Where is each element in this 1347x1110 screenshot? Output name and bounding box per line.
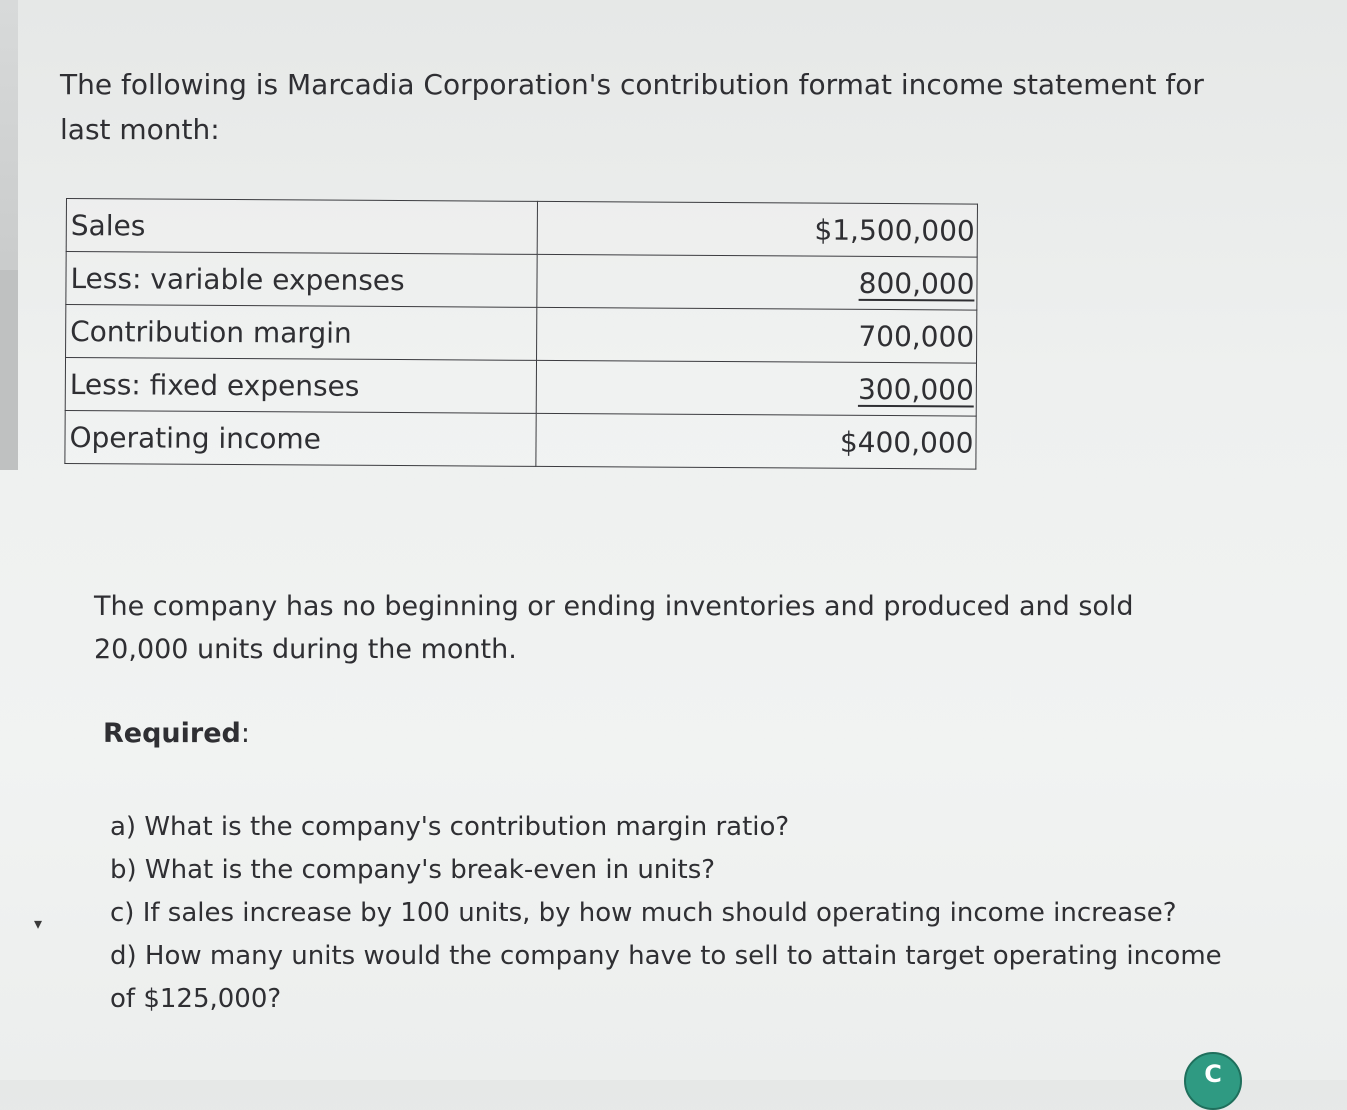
question-c: c) If sales increase by 100 units, by how much should operating income increase? — [110, 898, 1177, 928]
table-row — [65, 410, 976, 469]
table-row — [66, 199, 977, 258]
table-row — [66, 252, 977, 311]
row-label: Sales — [66, 199, 537, 255]
caret-down-icon[interactable]: ▾ — [34, 914, 43, 933]
row-label: Less: fixed expenses — [65, 358, 536, 414]
problem-intro: The following is Marcadia Corporation's contribution format income statement for last month: — [60, 68, 1204, 146]
row-amount: $400,000 — [536, 413, 976, 469]
row-amount: 700,000 — [537, 307, 977, 363]
row-amount: $1,500,000 — [537, 201, 977, 257]
row-amount: 800,000 — [537, 254, 977, 310]
problem-paragraph: The company has no beginning or ending inventories and produced and sold 20,000 units during the month. — [94, 591, 1134, 665]
scrollbar-thumb[interactable] — [0, 270, 18, 470]
question-a: a) What is the company's contribution margin ratio? — [110, 812, 790, 842]
required-heading: Required: — [103, 718, 250, 749]
row-amount: 300,000 — [536, 360, 976, 416]
question-b: b) What is the company's break-even in units? — [110, 855, 716, 885]
row-label: Less: variable expenses — [66, 252, 537, 308]
question-list — [110, 806, 1250, 1021]
table-row — [66, 305, 977, 364]
table-row — [65, 358, 976, 417]
left-panel-edge — [0, 0, 18, 470]
row-label: Operating income — [65, 410, 536, 466]
question-d: d) How many units would the company have to sell to attain target operating income of $125,000? — [110, 941, 1222, 1014]
help-chat-icon[interactable]: C — [1184, 1052, 1242, 1110]
row-label: Contribution margin — [66, 305, 537, 361]
income-statement-table — [64, 198, 978, 470]
